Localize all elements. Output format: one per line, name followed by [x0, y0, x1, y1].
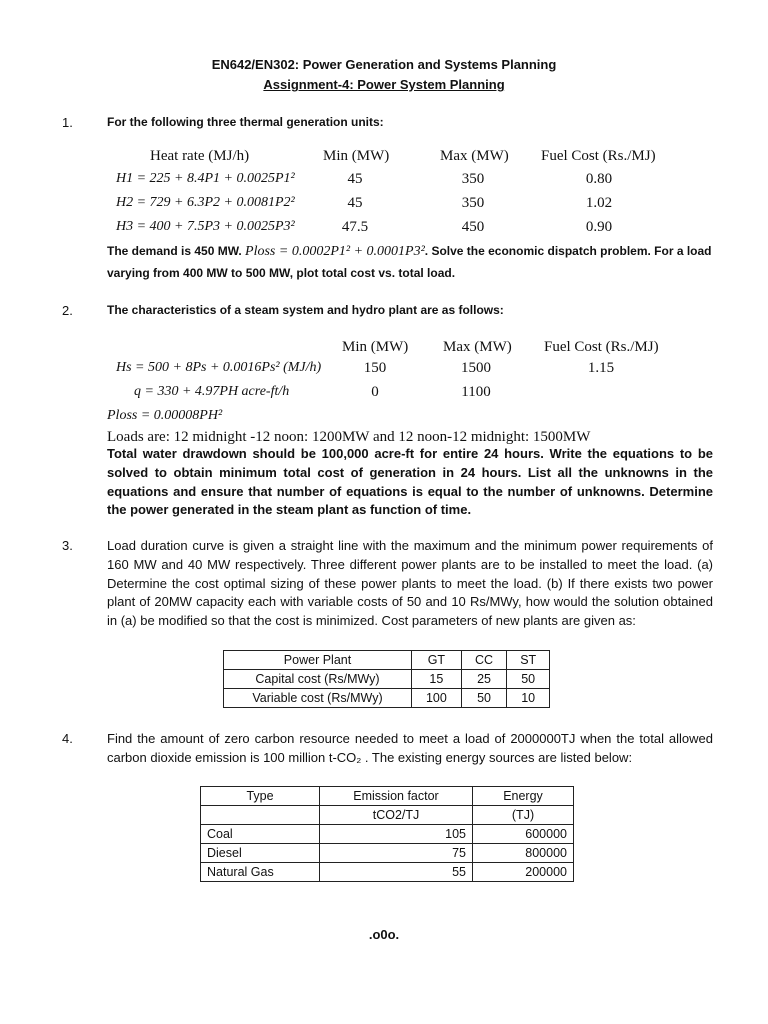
table-cell: 25 [461, 670, 507, 689]
q2-col-min: Min (MW) [342, 339, 409, 355]
q3-number: 3. [62, 538, 73, 553]
table-cell: 800000 [473, 844, 574, 863]
table-row [201, 863, 574, 882]
q1-rest2: varying from 400 MW to 500 MW, plot total cost vs. total load. [107, 266, 456, 280]
q1-number: 1. [62, 115, 73, 130]
table-header-row [201, 787, 574, 806]
q1-min-2: 45 [347, 195, 363, 211]
table-cell: tCO2/TJ [320, 806, 473, 825]
q2-min-hydro: 0 [371, 384, 379, 400]
table-cell: Natural Gas [201, 863, 320, 882]
table-cell: Emission factor [320, 787, 473, 806]
q1-min-1: 45 [347, 171, 363, 187]
q2-number: 2. [62, 303, 73, 318]
q2-ploss: Ploss = 0.00008PH² [107, 408, 223, 423]
q4-emission-table [200, 786, 574, 882]
table-cell: 50 [507, 670, 550, 689]
table-cell: 75 [320, 844, 473, 863]
q1-ploss: Ploss = 0.0002P1² + 0.0001P3² [245, 244, 425, 259]
q4-number: 4. [62, 731, 73, 746]
q1-min-3: 47.5 [341, 219, 369, 235]
q1-col-max: Max (MW) [440, 148, 509, 164]
q2-max-steam: 1500 [461, 360, 491, 376]
q1-max-3: 450 [461, 219, 485, 235]
q1-rest1: . Solve the economic dispatch problem. For a load [424, 244, 712, 258]
q2-intro: The characteristics of a steam system and hydro plant are as follows: [107, 303, 504, 317]
table-cell: Variable cost (Rs/MWy) [224, 689, 412, 708]
table-cell: Energy [473, 787, 574, 806]
table-row [201, 825, 574, 844]
table-cell: 10 [507, 689, 550, 708]
q4-text: Find the amount of zero carbon resource needed to meet a load of 2000000TJ when the total allowed carbon dioxide emission is 100 million t-CO₂ . The existing energy sources are listed below: [107, 731, 713, 765]
q2-col-max: Max (MW) [443, 339, 512, 355]
q1-cost-2: 1.02 [585, 195, 613, 211]
table-cell: GT [412, 651, 462, 670]
table-cell: Type [201, 787, 320, 806]
document-footer: .o0o. [368, 927, 400, 942]
q1-col-heat-rate: Heat rate (MJ/h) [150, 148, 250, 164]
q1-cost-1: 0.80 [585, 171, 613, 187]
table-cell: Capital cost (Rs/MWy) [224, 670, 412, 689]
table-cell: 15 [412, 670, 462, 689]
q3-text: Load duration curve is given a straight line with the maximum and the minimum power requirements of 160 MW and 40 MW respectively. Three different power plants are to be installed to meet the load. (a) Determine the cost optimal sizing of these power plants to meet the load. (b) If there exists two power plant of 20MW capacity each with variable costs of 50 and 10 Rs/MWy, how would the solution obtained in (a) be modified so that the cost is minimized. Cost parameters of new plants are given as: [107, 538, 713, 629]
q1-eq-1: H1 = 225 + 8.4P1 + 0.0025P1² [116, 171, 295, 186]
table-units-row [201, 806, 574, 825]
course-title: EN642/EN302: Power Generation and Systems Planning [211, 57, 557, 72]
q3-cost-table [223, 650, 550, 708]
table-cell: 200000 [473, 863, 574, 882]
q1-max-2: 350 [461, 195, 485, 211]
table-row [201, 844, 574, 863]
q1-col-min: Min (MW) [323, 148, 390, 164]
table-row [224, 670, 550, 689]
q2-eq-steam: Hs = 500 + 8Ps + 0.0016Ps² (MJ/h) [116, 360, 322, 375]
q1-eq-3: H3 = 400 + 7.5P3 + 0.0025P3² [116, 219, 295, 234]
q1-col-fuel-cost: Fuel Cost (Rs./MJ) [541, 148, 656, 164]
table-cell: 100 [412, 689, 462, 708]
q1-demand-line [107, 244, 712, 260]
assignment-title: Assignment-4: Power System Planning [263, 77, 505, 92]
q1-eq-2: H2 = 729 + 6.3P2 + 0.0081P2² [116, 195, 295, 210]
table-cell: CC [461, 651, 507, 670]
table-cell: Diesel [201, 844, 320, 863]
q2-cost-steam: 1.15 [587, 360, 615, 376]
table-cell: 55 [320, 863, 473, 882]
table-cell [201, 806, 320, 825]
q2-loads: Loads are: 12 midnight -12 noon: 1200MW and 12 noon-12 midnight: 1500MW [107, 429, 591, 445]
q2-min-steam: 150 [363, 360, 387, 376]
table-cell: Power Plant [224, 651, 412, 670]
q1-max-1: 350 [461, 171, 485, 187]
table-row [224, 689, 550, 708]
q1-cost-3: 0.90 [585, 219, 613, 235]
table-cell: 600000 [473, 825, 574, 844]
table-cell: Coal [201, 825, 320, 844]
table-header-row [224, 651, 550, 670]
table-cell: ST [507, 651, 550, 670]
q2-text: Total water drawdown should be 100,000 acre-ft for entire 24 hours. Write the equations to be solved to obtain minimum total cost of generation in 24 hours. List all the unknowns in the equations and ensure that number of equations is equal to the number of unknowns. Determine the power generated in the steam plant as function of time. [107, 446, 713, 518]
table-cell: 50 [461, 689, 507, 708]
q2-eq-hydro: q = 330 + 4.97PH acre-ft/h [134, 384, 290, 399]
q2-max-hydro: 1100 [461, 384, 491, 400]
table-cell: 105 [320, 825, 473, 844]
q2-col-fuel-cost: Fuel Cost (Rs./MJ) [544, 339, 659, 355]
q1-demand: The demand is 450 MW. [107, 244, 242, 258]
table-cell: (TJ) [473, 806, 574, 825]
q1-intro: For the following three thermal generation units: [107, 115, 384, 129]
